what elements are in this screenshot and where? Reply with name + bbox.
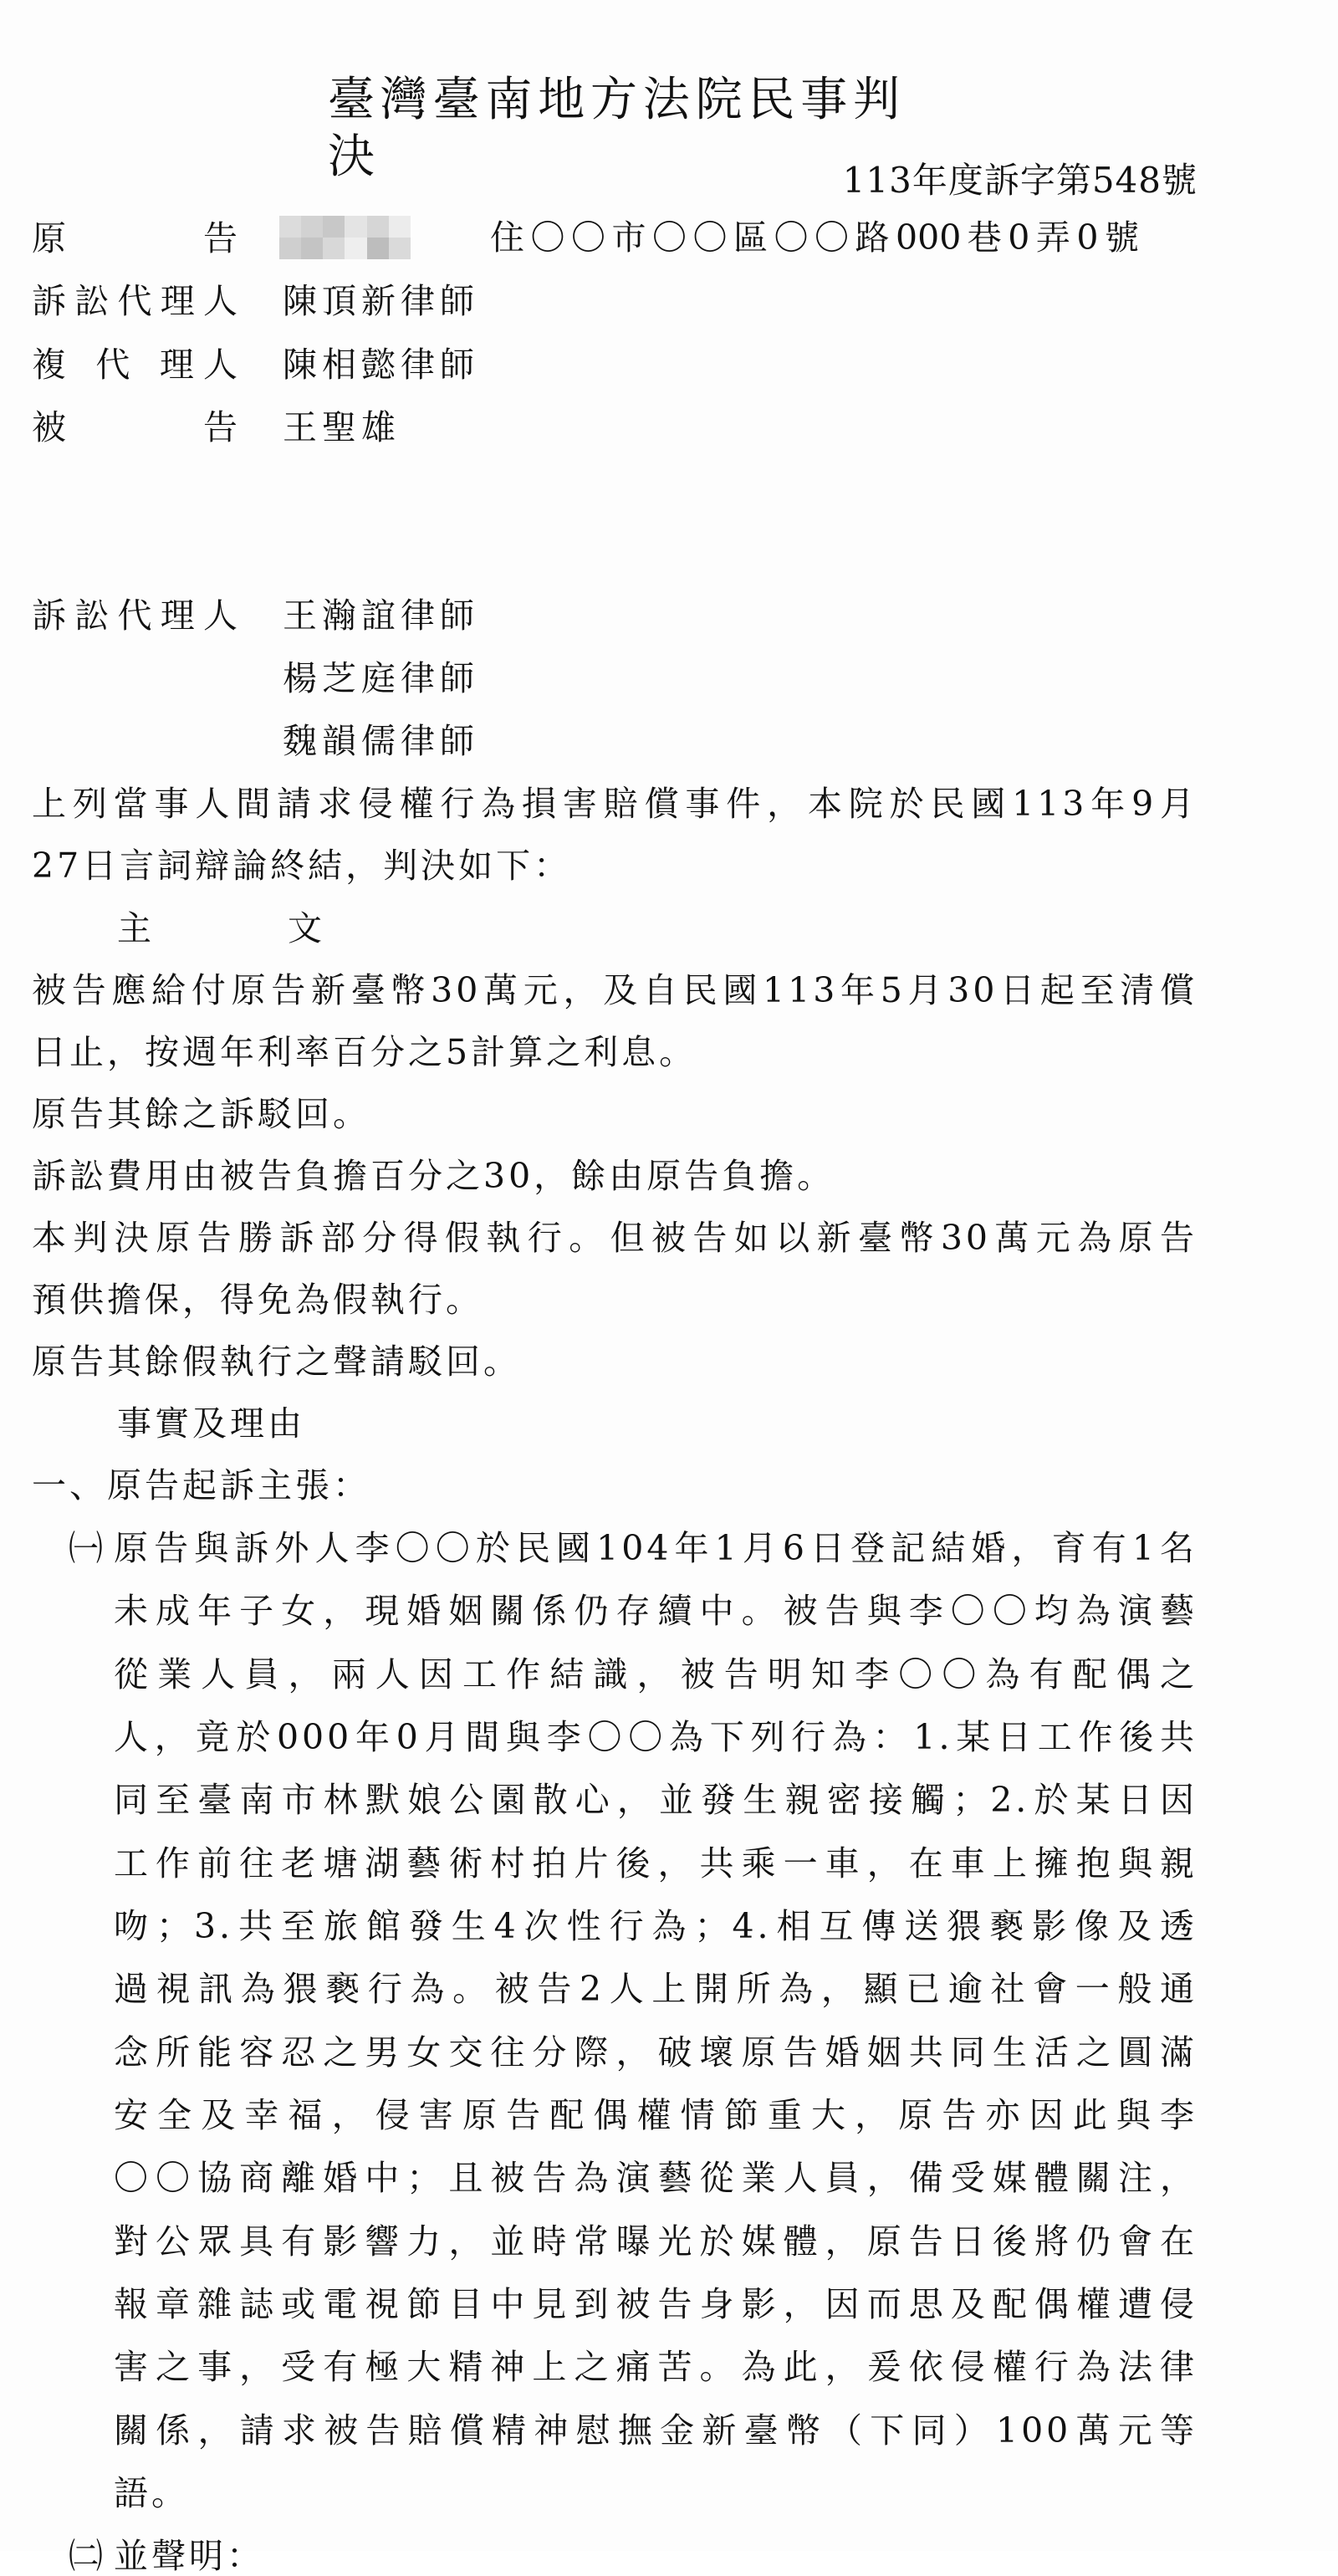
plaintiff-address: 住〇〇市〇〇區〇〇路000巷0弄0號	[490, 217, 1139, 258]
main-text-line: 日止，按週年利率百分之5計算之利息。	[32, 1032, 697, 1072]
case-number: 113年度訴字第548號	[842, 160, 1198, 201]
item-1-line: 念所能容忍之男女交往分際，破壞原告婚姻共同生活之圓滿	[114, 2032, 1198, 2073]
item-2-text: 並聲明：	[114, 2536, 264, 2576]
defendant-label-char: 被	[32, 407, 130, 447]
item-1-line: 過視訊為猥褻行為。被告2人上開所為，顯已逾社會一般通	[114, 1969, 1198, 2009]
main-text-heading-char: 主	[117, 908, 151, 948]
intro-line: 27日言詞辯論終結，判決如下：	[32, 846, 572, 886]
plaintiff-counsel-label: 訴訟代理人	[32, 281, 237, 321]
main-text-heading-char: 文	[288, 908, 322, 948]
item-1-line: 從業人員，兩人因工作結識，被告明知李〇〇為有配偶之	[114, 1654, 1198, 1694]
main-text-line: 訴訟費用由被告負擔百分之30，餘由原告負擔。	[32, 1156, 835, 1196]
defendant-label	[32, 407, 237, 447]
sub-agent-label-char: 理人	[159, 345, 237, 385]
sub-agent-label-char: 代	[95, 345, 140, 385]
redacted-plaintiff-name	[279, 216, 411, 259]
defendant-counsel-label: 訴訟代理人	[32, 595, 237, 636]
defendant-label-char: 告	[203, 407, 237, 447]
main-text-line: 本判決原告勝訴部分得假執行。但被告如以新臺幣30萬元為原告	[32, 1218, 1198, 1258]
main-text-line: 原告其餘假執行之聲請駁回。	[32, 1342, 521, 1382]
defendant-name: 王聖雄	[283, 407, 401, 447]
item-1-line: 安全及幸福，侵害原告配偶權情節重大，原告亦因此與李	[114, 2095, 1198, 2135]
defendant-counsel-name: 楊芝庭律師	[283, 658, 479, 698]
facts-and-reasons-heading: 事實及理由	[117, 1403, 305, 1444]
item-1-line: 工作前往老塘湖藝術村拍片後，共乘一車，在車上擁抱與親	[114, 1843, 1198, 1883]
item-1-line: 人，竟於000年0月間與李〇〇為下列行為：1.某日工作後共	[114, 1717, 1198, 1757]
item-1-line: 害之事，受有極大精神上之痛苦。為此，爰依侵權行為法律	[114, 2347, 1198, 2387]
defendant-counsel-name: 魏韻儒律師	[283, 721, 479, 761]
item-1-line: 〇〇協商離婚中；且被告為演藝從業人員，備受媒體關注，	[114, 2158, 1198, 2198]
item-1-line: 報章雜誌或電視節目中見到被告身影，因而思及配偶權遭侵	[114, 2284, 1198, 2324]
item-1-line: 原告與訴外人李〇〇於民國104年1月6日登記結婚，育有1名	[114, 1528, 1198, 1568]
item-1-line: 未成年子女，現婚姻關係仍存續中。被告與李〇〇均為演藝	[114, 1591, 1198, 1631]
item-1-line: 語。	[114, 2473, 189, 2513]
item-1-line: 吻；3.共至旅館發生4次性行為；4.相互傳送猥褻影像及透	[114, 1906, 1198, 1946]
plaintiff-label-char: 告	[203, 218, 237, 258]
plaintiff-counsel-name: 陳頂新律師	[283, 281, 479, 321]
plaintiff-label	[32, 218, 237, 258]
item-1-marker: ㈠	[69, 1528, 103, 1568]
sub-agent-label-char: 複	[32, 345, 76, 385]
item-1-line: 同至臺南市林默娘公園散心，並發生親密接觸；2.於某日因	[114, 1780, 1198, 1820]
court-title: 臺灣臺南地方法院民事判決	[328, 73, 905, 184]
item-2-marker: ㈡	[69, 2536, 103, 2576]
item-1-line: 對公眾具有影響力，並時常曝光於媒體，原告日後將仍會在	[114, 2221, 1198, 2262]
defendant-counsel-name: 王瀚誼律師	[283, 595, 479, 636]
sub-agent-name: 陳相懿律師	[283, 345, 479, 385]
section-1-title: 一、原告起訴主張：	[32, 1465, 370, 1505]
main-text-line: 原告其餘之訴駁回。	[32, 1094, 370, 1134]
main-text-line: 被告應給付原告新臺幣30萬元，及自民國113年5月30日起至清償	[32, 970, 1198, 1010]
item-1-line: 關係，請求被告賠償精神慰撫金新臺幣（下同）100萬元等	[114, 2410, 1198, 2451]
sub-agent-label	[32, 345, 237, 385]
plaintiff-label-char: 原	[32, 218, 130, 258]
main-text-line: 預供擔保，得免為假執行。	[32, 1280, 483, 1320]
intro-line: 上列當事人間請求侵權行為損害賠償事件，本院於民國113年9月	[32, 784, 1198, 824]
